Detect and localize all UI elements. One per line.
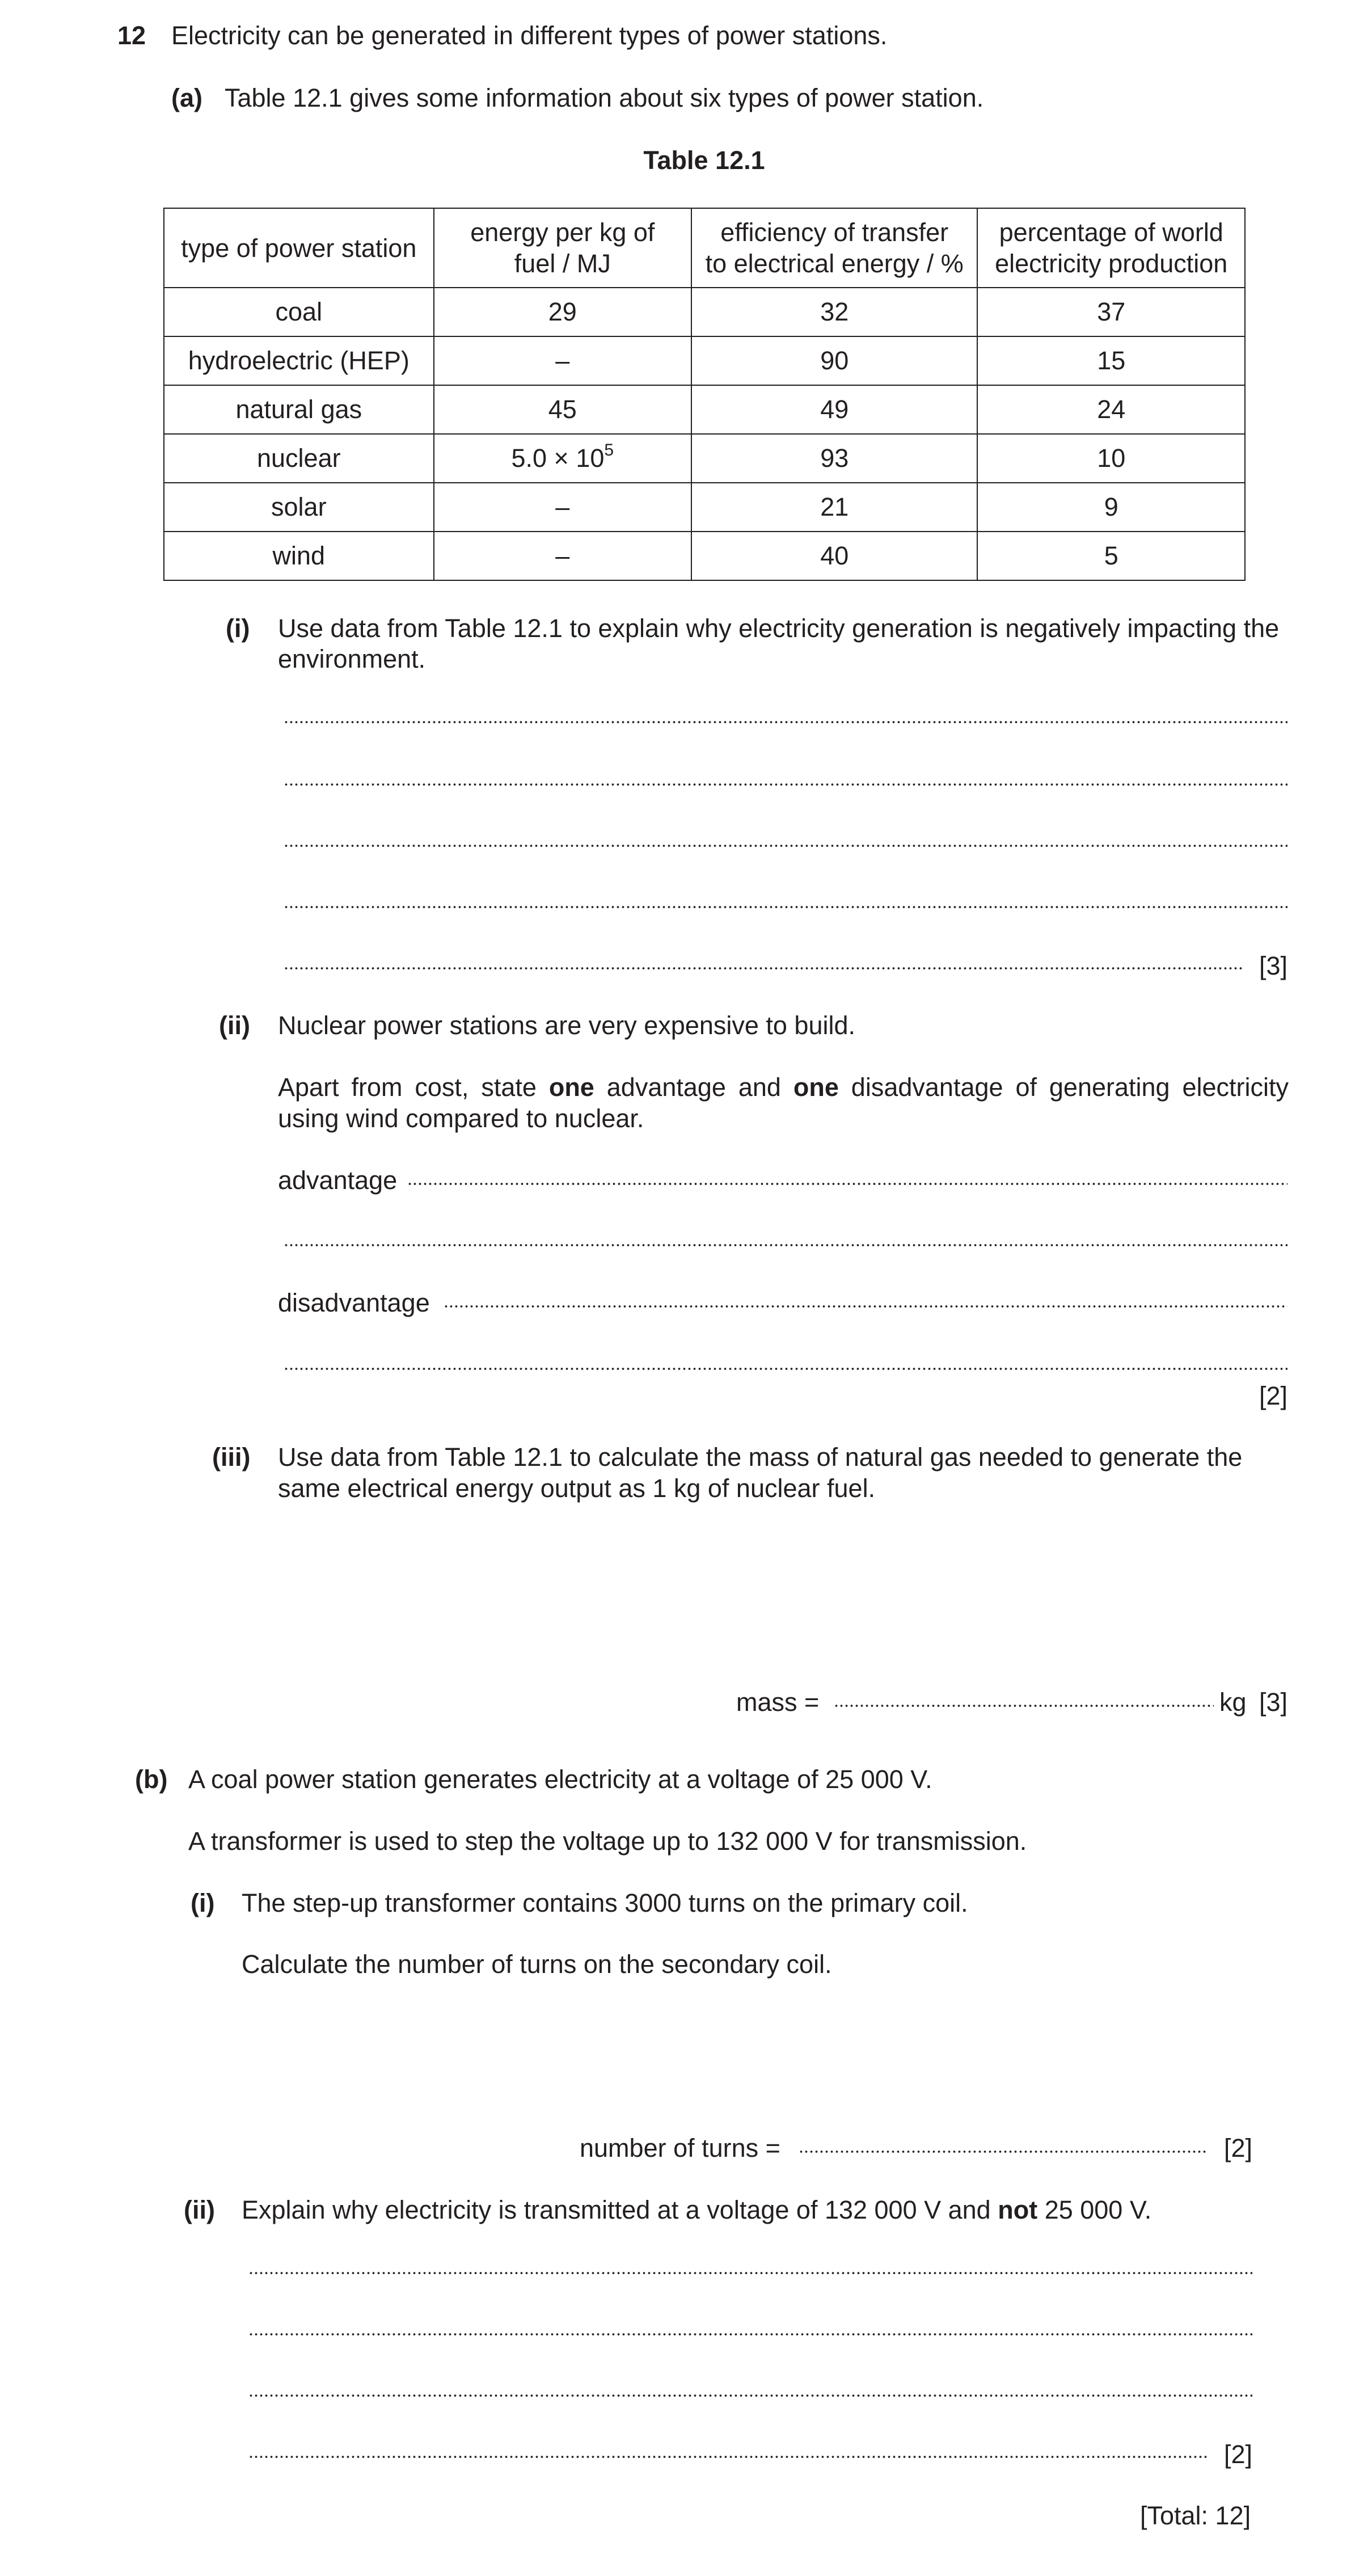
mass-answer-line[interactable] <box>834 1704 1214 1708</box>
answer-line[interactable] <box>248 2455 1208 2459</box>
table-cell: solar <box>164 483 434 532</box>
part-a-iii-text-1: Use data from Table 12.1 to calculate the mass of natural gas needed to generate the <box>278 1443 1243 1472</box>
table-cell: – <box>434 336 691 385</box>
table-cell: 24 <box>977 385 1245 434</box>
table-cell: coal <box>164 288 434 336</box>
table-cell: 10 <box>977 434 1245 483</box>
mass-answer-label: mass = <box>736 1688 820 1717</box>
part-b-i-marks: [2] <box>1224 2134 1253 2162</box>
table-cell: $5.0 \times 10^5$ <box>434 434 691 483</box>
answer-line[interactable] <box>284 1367 1287 1371</box>
header-efficiency: efficiency of transfer to electrical energy / % <box>691 208 977 288</box>
answer-line[interactable] <box>284 844 1287 848</box>
exponent: 5 <box>604 441 614 459</box>
table-row <box>164 532 1245 580</box>
turns-answer-label: number of turns = <box>580 2134 780 2162</box>
advantage-label: advantage <box>278 1166 398 1195</box>
answer-line[interactable] <box>248 2271 1252 2275</box>
question-number: 12 <box>117 21 146 50</box>
part-a-iii-text-2: same electrical energy output as 1 kg of nuclear fuel. <box>278 1474 876 1503</box>
table-row <box>164 434 1245 483</box>
part-a-label: (a) <box>171 83 202 112</box>
disadvantage-label: disadvantage <box>278 1288 430 1317</box>
table-cell: hydroelectric (HEP) <box>164 336 434 385</box>
table-cell: 21 <box>691 483 977 532</box>
table-row <box>164 385 1245 434</box>
part-b-ii-text: Explain why electricity is transmitted at a voltage of 132 000 V and not 25 000 V. <box>242 2195 1152 2224</box>
table-row <box>164 288 1245 336</box>
part-a-ii-text-3: using wind compared to nuclear. <box>278 1104 644 1133</box>
part-a-ii-label: (ii) <box>219 1011 250 1040</box>
part-b-ii-label: (ii) <box>184 2195 215 2224</box>
header-energy: energy per kg of fuel / MJ <box>434 208 691 288</box>
part-a-i-text-2: environment. <box>278 644 426 673</box>
answer-line[interactable] <box>248 2394 1252 2397</box>
part-a-ii-text-2: Apart from cost, state one advantage and one disadvantage of generating electricity <box>278 1073 1289 1102</box>
table-cell: 45 <box>434 385 691 434</box>
disadvantage-answer-line[interactable] <box>444 1305 1287 1308</box>
turns-answer-line[interactable] <box>799 2150 1208 2153</box>
part-a-i-text-1: Use data from Table 12.1 to explain why electricity generation is negatively impacting the <box>278 614 1280 643</box>
table-cell: 15 <box>977 336 1245 385</box>
table-cell: natural gas <box>164 385 434 434</box>
part-b-ii-marks: [2] <box>1224 2440 1253 2469</box>
header-type: type of power station <box>164 208 434 288</box>
power-station-table <box>163 208 1246 581</box>
part-b-i-text-1: The step-up transformer contains 3000 turns on the primary coil. <box>242 1888 968 1917</box>
part-a-i-marks: [3] <box>1259 951 1288 980</box>
table-cell: 5 <box>977 532 1245 580</box>
table-cell: 93 <box>691 434 977 483</box>
part-a-intro: Table 12.1 gives some information about six types of power station. <box>225 83 984 112</box>
part-a-ii-text-1: Nuclear power stations are very expensive to build. <box>278 1011 856 1040</box>
table-cell: nuclear <box>164 434 434 483</box>
advantage-answer-line[interactable] <box>407 1182 1287 1186</box>
table-row <box>164 336 1245 385</box>
part-b-i-label: (i) <box>191 1888 215 1917</box>
total-marks: [Total: 12] <box>1140 2501 1251 2530</box>
table-cell: 9 <box>977 483 1245 532</box>
table-cell: 29 <box>434 288 691 336</box>
table-cell: – <box>434 532 691 580</box>
question-intro: Electricity can be generated in different types of power stations. <box>171 21 888 50</box>
part-b-text-2: A transformer is used to step the voltage up to 132 000 V for transmission. <box>188 1827 1027 1856</box>
table-cell: 37 <box>977 288 1245 336</box>
part-b-i-text-2: Calculate the number of turns on the secondary coil. <box>242 1950 832 1979</box>
part-b-label: (b) <box>135 1765 168 1794</box>
answer-line[interactable] <box>284 967 1243 970</box>
table-cell: 32 <box>691 288 977 336</box>
answer-line[interactable] <box>284 1243 1287 1247</box>
header-percentage: percentage of world electricity production <box>977 208 1245 288</box>
part-a-ii-marks: [2] <box>1259 1381 1288 1410</box>
table-header-row <box>164 208 1245 288</box>
part-a-iii-marks: [3] <box>1259 1688 1288 1717</box>
table-cell: 49 <box>691 385 977 434</box>
table-cell: wind <box>164 532 434 580</box>
answer-line[interactable] <box>248 2333 1252 2336</box>
answer-line[interactable] <box>284 905 1287 909</box>
part-a-i-label: (i) <box>226 614 250 643</box>
answer-line[interactable] <box>284 783 1287 786</box>
table-cell: – <box>434 483 691 532</box>
table-cell: 40 <box>691 532 977 580</box>
part-b-text-1: A coal power station generates electricity at a voltage of 25 000 V. <box>188 1765 932 1794</box>
part-a-iii-label: (iii) <box>212 1443 251 1472</box>
answer-line[interactable] <box>284 720 1287 724</box>
mass-unit: kg <box>1219 1688 1247 1717</box>
table-cell: 90 <box>691 336 977 385</box>
table-title: Table 12.1 <box>643 146 765 175</box>
table-row <box>164 483 1245 532</box>
